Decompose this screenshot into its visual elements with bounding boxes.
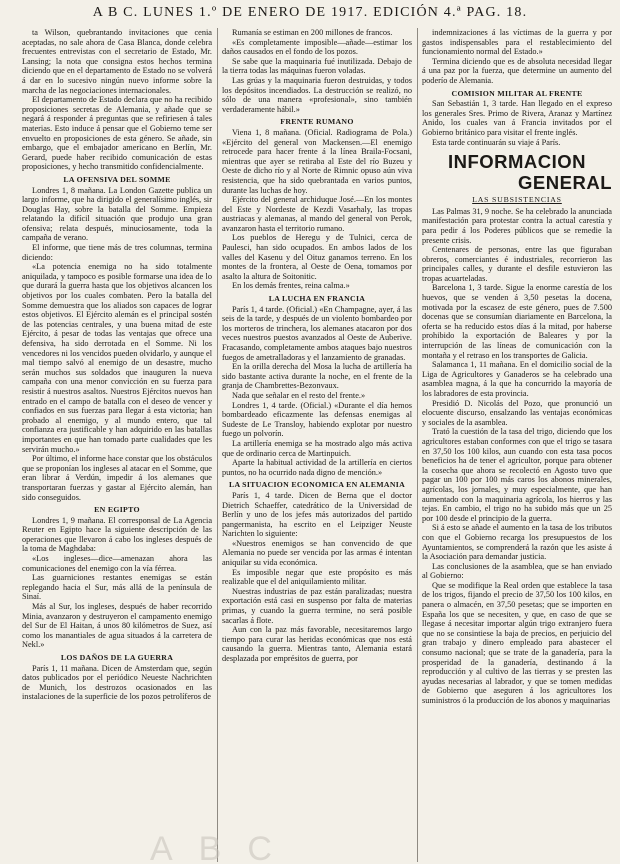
article-paragraph: «Es completamente imposible—añade—estimar los daños causados en el fondo de los pozos.	[222, 37, 412, 57]
article-columns	[22, 28, 612, 862]
article-paragraph: Las conclusiones de la asamblea, que se han enviado al Gobierno:	[422, 561, 612, 581]
column-divider	[417, 28, 418, 862]
abc-watermark: ABC	[150, 830, 298, 864]
column-divider	[217, 28, 218, 862]
article-paragraph: Si á esto se añade el aumento en la tasa de los tributos con que el Gobierno recarga los presupuestos de los Ayuntamientos, se comprenderá la razón que les asiste á la Asociación para demandar justicia.	[422, 523, 612, 562]
article-paragraph: Ejército del general archiduque José.—En los montes del Este y Nordeste de Kezdi Vasarhaly, las tropas austriacas y alemanas, al mando del general von Perok, avanzaron hasta el territorio rumano.	[222, 195, 412, 233]
banner-line: GENERAL	[518, 172, 612, 194]
article-paragraph: «Nuestros enemigos se han convencido de que Alemania no puede ser vencida por las armas é intentan aniquilar su vida económica.	[222, 538, 412, 568]
article-paragraph: Los pueblos de Heregu y de Tulnici, cerca de Paulesci, han sido ocupados. En ambos lados de los valles del Kasenu y del Oituz ganamos terreno. En los montes de la frontera, al Oeste de Oena, tomamos por asalto la altura de Soitonitic.	[222, 233, 412, 281]
column-2	[222, 28, 412, 862]
article-paragraph: Salamanca 1, 11 mañana. En el domicilio social de la Liga de Agricultores y Ganaderos se ha celebrado una asamblea magna, á la que ha concurrido la mayoría de los labradores de esta provincia.	[422, 360, 612, 398]
article-paragraph: Aun con la paz más favorable, necesitaremos largo tiempo para curar las heridas económicas que nos está causando la guerra. Mientras tanto, Alemania estará desplazada por emprésitos de guerra, por	[222, 625, 412, 663]
article-paragraph: Londres 1, 9 mañana. El corresponsal de La Agencia Reuter en Egipto hace la siguiente descripción de las operaciones que llevaron á cabo los ingleses después de la toma de Maghdaba:	[22, 515, 212, 554]
article-paragraph: Barcelona 1, 3 tarde. Sigue la enorme carestía de los huevos, que se venden á 3,50 pesetas la docena, motivada por la escasez de este género, pues de 7.500 docenas que se consumían diariamente en Barcelona, la oferta se ha reducido estos días á la mitad, por haberse prohibido la exportación de Baleares y por la interrupción de las líneas de comunicación con la montaña y el retraso en los transportes de Galicia.	[422, 283, 612, 360]
article-paragraph: Las guarniciones restantes enemigas se están replegando hacia el Sur, más allá de la península de Sinaí.	[22, 573, 212, 602]
article-paragraph: En la orilla derecha del Mosa la lucha de artillería ha sido bastante activa durante la noche, en el frente de la granja de Chambrettes-Bezonvaux.	[222, 362, 412, 391]
article-paragraph: Centenares de personas, entre las que figuraban obreros, comerciantes é industriales, recorrieron las principales calles, y durante el desfile estuvieron las tropas acuarteladas.	[422, 245, 612, 283]
article-paragraph: Esta tarde continuarán su viaje á París.	[432, 137, 561, 147]
banner-line: INFORMACION	[447, 151, 587, 173]
article-paragraph: indemnizaciones á las víctimas de la guerra y por gastos indispensables para el restablecimiento del funcionamiento normal del Estado.»	[422, 28, 612, 57]
article-paragraph: Rumanía se estiman en 200 millones de francos.	[232, 28, 393, 37]
section-heading: LOS DAÑOS DE LA GUERRA	[60, 653, 174, 662]
article-paragraph: Aparte la habitual actividad de la artillería en ciertos puntos, no ha ocurrido nada digno de mención.»	[222, 458, 412, 477]
article-paragraph: Por último, el informe hace constar que los obstáculos que se proponían los ingleses al atacar en el Somme, que eran librar á Verdún, impedir á los alemanes que transportaran fuerzas y gastar al Ejército alemán, han sido conseguidos.	[22, 454, 212, 502]
article-paragraph: Viena 1, 8 mañana. (Oficial. Radiograma de Pola.) «Ejército del general von Mackensen.—El enemigo retrocede para hacer frente á la línea Braila-Focsani, mientras que ayer se retiraba al Este del río Buzeu y Oeste de dicho río y al Norte de Rimnic opuso aún viva resistencia, que ha sido quebrantada en varios puntos, durante las luchas de hoy.	[222, 127, 412, 195]
column-1	[22, 28, 212, 862]
article-paragraph: Presidió D. Nicolás del Pozo, que pronunció un elocuente discurso, ensalzando las ventajas económicas y sociales de la asamblea.	[422, 398, 612, 427]
article-paragraph: Se sabe que la maquinaria fué inutilizada. Debajo de la tierra todas las máquinas fueron voladas.	[222, 56, 412, 76]
page-header: A B C. LUNES 1.º DE ENERO DE 1917. EDICIÓN 4.ª PAG. 18.	[92, 5, 528, 20]
article-paragraph: «La potencia enemiga no ha sido totalmente aniquilada, y tampoco es posible formarse una idea de lo que durará la guerra hasta que los objetivos alcancen los objetivos por los cuales combaten. Pero la batalla del Somme demuestra que los aliados son capaces de lograr estos objetivos. El Ejército alemán es el principal sostén de las potencias centrales, y una buena mitad de este Ejército, á pesar de todas las ventajas que ofrece una defensiva, ha sido derrotada en el Somme. Ni los vencedores ni los vencidos pueden olvidarlo, y aunque el mal tiempo salvó al enemigo de un desastre, mucho serán muchos sus soldados que inauguren la nueva campaña con una menor convicción en su fuerza para resistir á nuestros asaltos. Nuestros Ejércitos nuevos han entrado en el campo de batalla con el deseo de vencer y confiados en sus fuerzas para llegar á esta victoria; han probado al enemigo, y al mundo entero, que tal confianza era justificable y han adquirido en las batallas importantes en que han tomado parte cualidades que les servirán mucho.»	[22, 262, 212, 454]
column-3	[422, 28, 612, 862]
section-heading: EN EGIPTO	[94, 505, 140, 515]
section-heading: COMISION MILITAR AL FRENTE	[451, 88, 583, 98]
subsection-heading: LAS SUBSISTENCIAS	[472, 195, 562, 205]
section-banner	[422, 151, 612, 193]
article-paragraph: París 1, 4 tarde. (Oficial.) «En Champagne, ayer, á las seis de la tarde, y después de un violento bombardeo por los morteros de trinchera, los alemanes atacaron por dos veces nuestros puestos avanzados al Oeste de Auberive. Fracasando, completamente ambos ataques bajo nuestros fuegos de ametralladoras y el lanzamiento de granadas.	[222, 304, 412, 362]
article-paragraph: París 1, 4 tarde. Dicen de Berna que el doctor Dietrich Schaeffer, catedrático de la Universidad de Berlín y uno de los jefes más autorizados del partido pangermanista, ha escrito en el Leipziger Neuste Narichten lo siguiente:	[222, 490, 412, 539]
article-paragraph: Nuestras industrias de paz están paralizadas; nuestra exportación está casi en suspenso por falta de materias primas, y cuando la guerra termine, no será posible sacarlas á flote.	[222, 586, 412, 625]
article-paragraph: Es imposible negar que este propósito es más realizable que el del aniquilamiento militar.	[222, 567, 412, 587]
article-paragraph: El departamento de Estado declara que no ha recibido proposiciones secretas de Alemania, y añade que se negará á responder á preguntas que se refiriesen á tales materias. Esto induce á pensar que el Gobierno teme ser envuelto en proposiciones de esta género. Se añade, sin embargo, que el embajador americano en Berlín, Mr. Gerard, puede haber recibido comunicación de estas proposiciones, y hecho transmitido confidencialmente.	[22, 95, 212, 172]
article-paragraph: Londres 1, 8 mañana. La London Gazette publica un largo informe, que ha dirigido el generalísimo inglés, sir Douglas Hay, sobre la batalla del Somme. Empieza relatando la difícil situación que produjo una gran ofensiva; relata después, minuciosamente, toda la campaña de verano.	[22, 185, 212, 243]
section-heading: LA SITUACION ECONOMICA EN ALEMANIA	[228, 480, 406, 490]
article-paragraph: Las grúas y la maquinaria fueron destruidas, y todos los depósitos incendiados. La destrucción se realizó, no sólo de una manera «profesional», sino también verdaderamente hábil.»	[222, 75, 412, 114]
article-paragraph: «Los ingleses—dice—amenazan ahora las comunicaciones del enemigo con la vía férrea.	[22, 554, 212, 573]
article-paragraph: La artillería enemiga se ha mostrado algo más activa que de ordinario cerca de Martinpuich.	[222, 438, 412, 458]
article-paragraph: Las Palmas 31, 9 noche. Se ha celebrado la anunciada manifestación para protestar contra la actual carestía y para pedir á los Poderes públicos que se remedie la presente crisis.	[422, 206, 612, 245]
section-heading: FRENTE RUMANO	[280, 117, 354, 127]
article-paragraph: Termina diciendo que es de absoluta necesidad llegar á una paz por la fuerza, que determine un aumento del poderío de Alemania.	[422, 56, 612, 85]
section-heading: LA LUCHA EN FRANCIA	[268, 294, 366, 304]
article-paragraph: San Sebastián 1, 3 tarde. Han llegado en el expreso los generales Sres. Primo de Rivera, Aranaz y Martínez Anido, los cuales van á Francia invitados por el Gobierno británico para visitar el frente inglés.	[422, 99, 612, 137]
article-paragraph: París 1, 11 mañana. Dicen de Amsterdam que, según datos publicados por el periódico Neueste Nachrichten de Munich, los destrozos ocasionados en las instalaciones de la superficie de los pozos petrolíferos de	[22, 663, 212, 702]
article-paragraph: Más al Sur, los ingleses, después de haber recorrido Minia, avanzaron y destruyeron el campamento enemigo del Sur de El Haitan, á unos 80 kilómetros de Suez, así como los manantiales de agua situados á la carretera de Nekl.»	[22, 602, 212, 650]
article-paragraph: Londres 1, 4 tarde. (Oficial.) «Durante el día hemos bombardeado eficazmente las defensas enemigas al Sudeste de Le Transloy, habiendo explotar por nuestro fuego un polvorín.	[222, 400, 412, 439]
article-paragraph: Que se modifique la Real orden que establece la tasa de los trigos, fijando el precio de 37,50 los 100 kilos, en panera o almacén, en 37,50 pesetas; que se importen en España los que se necesiten, y que, en caso de que se llegase á necesitar importar algún trigo extranjero fuera que no se consintiese la baja de precios, en perjuicio del gran trabajo y dinero empleado para abastecer el consumo nacional; que se trate de la ganadería, para la prosperidad de la ganadería, destinando á la reproducción y al cultivo de las tierras y se presten las ayudas necesarias al labrador, y que se tomen medidas de Gobierno que aseguren á los agricultores los suministros ó la producción de los abonos y maquinarias	[422, 580, 612, 705]
article-paragraph: Trató la cuestión de la tasa del trigo, diciendo que los agricultores estaban conformes con que el trigo se tasara en 37,50 los 100 kilos, aun cuando con esta tasa pocos beneficios ha de tener el agricultor, porque para obtener la cosecha que ahora se recolectó en Agosto tuvo que pagar un 100 por 100 más caros los abonos minerales, agrícolas, los jornales, y muy especialmente, que han aumentado con la maquinaria agrícola, los hierros y las tejas. En cambio, el trigo no ha subido más que un 25 por 100 desde el principio de la guerra.	[422, 427, 612, 523]
section-heading: LA OFENSIVA DEL SOMME	[63, 174, 171, 184]
article-paragraph: En los demás frentes, reina calma.»	[232, 281, 350, 291]
article-paragraph: Nada que señalar en el resto del frente.»	[232, 390, 366, 400]
article-paragraph: ta Wilson, quebrantando invitaciones que cenia aceptadas, no sale ahora de Casa Blanca, donde celebra frecuentes entrevistas con el secretario de Estado, Mr. Lansing; la nota que consigna estos hechos termina diciendo que en el departamento de Estado no se volverá á dar en lo sucesivo ningún nuevo informe sobre la marcha de las negociaciones internacionales.	[22, 28, 212, 95]
article-paragraph: El informe, que tiene más de tres columnas, termina diciendo:	[22, 243, 212, 262]
